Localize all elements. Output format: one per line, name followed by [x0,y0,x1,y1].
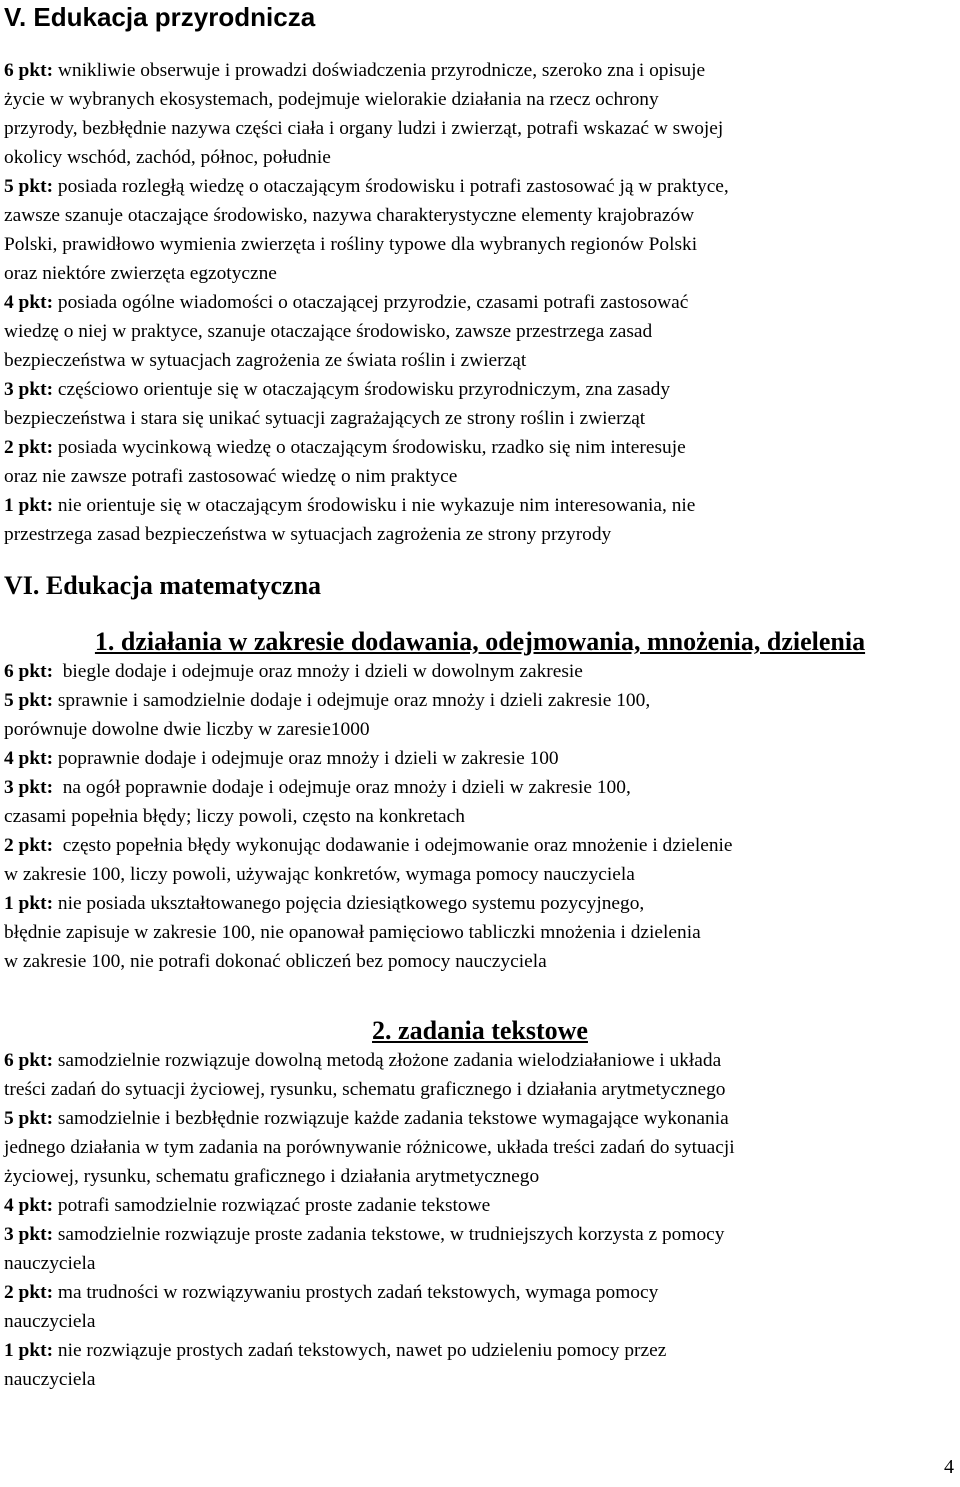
criterion-first-line [4,1104,956,1133]
criterion-text: biegle dodaje i odejmuje oraz mnoży i dzieli w dowolnym zakresie [53,661,583,682]
criterion-text: poprawnie dodaje i odejmuje oraz mnoży i dzieli w zakresie 100 [53,748,559,769]
criterion-text: Polski, prawidłowo wymienia zwierzęta i rośliny typowe dla wybranych regionów Polski [4,234,698,255]
criterion-text: przyrody, bezbłędnie nazywa części ciała i organy ludzi i zwierząt, potrafi wskazać w swojej [4,118,724,139]
criterion-line [4,404,956,433]
criterion-line [4,918,956,947]
points-label: 5 pkt: [4,1108,54,1129]
criterion-text: bezpieczeństwa w sytuacjach zagrożenia ze świata roślin i zwierząt [4,350,527,371]
criteria-list-arithmetic [4,657,956,976]
criterion-line [4,85,956,114]
criterion-line [4,1365,956,1394]
criterion-line [4,1307,956,1336]
criterion-first-line [4,1046,956,1075]
criterion-text: w zakresie 100, nie potrafi dokonać obliczeń bez pomocy nauczyciela [4,951,547,972]
criterion-text: posiada ogólne wiadomości o otaczającej przyrodzie, czasami potrafi zastosować [53,292,689,313]
spacer [4,601,956,627]
criterion-text: samodzielnie i bezbłędnie rozwiązuje każde zadania tekstowe wymagające wykonania [53,1108,729,1129]
criteria-list-word-problems [4,1046,956,1394]
criterion-first-line [4,56,956,85]
page-number: 4 [944,1456,954,1478]
points-label: 6 pkt: [4,60,54,81]
criterion-text: oraz nie zawsze potrafi zastosować wiedzę o nim praktyce [4,466,458,487]
criteria-list-nature [4,56,956,549]
criterion-first-line [4,744,956,773]
criterion-text: posiada wycinkową wiedzę o otaczającym środowisku, rzadko się nim interesuje [53,437,686,458]
criterion-line [4,1162,956,1191]
criterion-first-line [4,491,956,520]
points-label: 4 pkt: [4,1195,54,1216]
criterion-text: nauczyciela [4,1311,96,1332]
points-label: 5 pkt: [4,176,54,197]
criterion-line [4,520,956,549]
criterion-text: jednego działania w tym zadania na porównywanie różnicowe, układa treści zadań do sytuacji [4,1137,735,1158]
criterion-text: nauczyciela [4,1369,96,1390]
criterion-line [4,317,956,346]
criterion-text: zawsze szanuje otaczające środowisko, nazywa charakterystyczne elementy krajobrazów [4,205,695,226]
criterion-line [4,1133,956,1162]
points-label: 2 pkt: [4,437,54,458]
criterion-text: samodzielnie rozwiązuje proste zadania tekstowe, w trudniejszych korzysta z pomocy [53,1224,725,1245]
criterion-line [4,143,956,172]
criterion-text: oraz niektóre zwierzęta egzotyczne [4,263,277,284]
criterion-text: częściowo orientuje się w otaczającym środowisku przyrodniczym, zna zasady [53,379,671,400]
criterion-line [4,230,956,259]
criterion-line [4,114,956,143]
criterion-line [4,947,956,976]
criterion-first-line [4,889,956,918]
criterion-text: nauczyciela [4,1253,96,1274]
criterion-first-line [4,375,956,404]
criterion-text: posiada rozległą wiedzę o otaczającym środowisku i potrafi zastosować ją w praktyce, [53,176,729,197]
criterion-line [4,715,956,744]
criterion-line [4,860,956,889]
points-label: 4 pkt: [4,748,54,769]
points-label: 6 pkt: [4,661,54,682]
points-label: 4 pkt: [4,292,54,313]
section-title-nature-education: V. Edukacja przyrodnicza [4,2,316,32]
criterion-text: życie w wybranych ekosystemach, podejmuje wielorakie działania na rzecz ochrony [4,89,659,110]
points-label: 3 pkt: [4,1224,54,1245]
spacer [4,34,956,56]
criterion-text: czasami popełnia błędy; liczy powoli, często na konkretach [4,806,465,827]
criterion-text: przestrzega zasad bezpieczeństwa w sytuacjach zagrożenia ze strony przyrody [4,524,612,545]
points-label: 1 pkt: [4,893,54,914]
criterion-text: nie rozwiązuje prostych zadań tekstowych, nawet po udzieleniu pomocy przez [53,1340,667,1361]
criterion-text: często popełnia błędy wykonując dodawanie i odejmowanie oraz mnożenie i dzielenie [53,835,733,856]
criterion-text: ma trudności w rozwiązywaniu prostych zadań tekstowych, wymaga pomocy [53,1282,659,1303]
points-label: 6 pkt: [4,1050,54,1071]
subsection-title-word-problems: 2. zadania tekstowe [372,1016,588,1045]
criterion-first-line [4,831,956,860]
criterion-first-line [4,433,956,462]
spacer [4,549,956,571]
criterion-text: na ogół poprawnie dodaje i odejmuje oraz mnoży i dzieli w zakresie 100, [53,777,631,798]
section-title-math-education: VI. Edukacja matematyczna [4,571,322,600]
criterion-text: samodzielnie rozwiązuje dowolną metodą złożone zadania wielodziałaniowe i układa [53,1050,722,1071]
points-label: 1 pkt: [4,495,54,516]
criterion-text: wiedzę o niej w praktyce, szanuje otaczające środowisko, zawsze przestrzega zasad [4,321,653,342]
criterion-first-line [4,657,956,686]
criterion-text: treści zadań do sytuacji życiowej, rysunku, schematu graficznego i działania arytmetycznego [4,1079,726,1100]
criterion-first-line [4,686,956,715]
criterion-first-line [4,172,956,201]
criterion-text: nie posiada ukształtowanego pojęcia dziesiątkowego systemu pozycyjnego, [53,893,645,914]
criterion-line [4,802,956,831]
spacer [4,976,956,1016]
criterion-first-line [4,1336,956,1365]
criterion-first-line [4,288,956,317]
criterion-text: nie orientuje się w otaczającym środowisku i nie wykazuje nim interesowania, nie [53,495,696,516]
criterion-line [4,259,956,288]
criterion-line [4,346,956,375]
points-label: 2 pkt: [4,1282,54,1303]
subsection-title-arithmetic: 1. działania w zakresie dodawania, odejmowania, mnożenia, dzielenia [94,627,866,656]
criterion-text: bezpieczeństwa i stara się unikać sytuacji zagrażających ze strony roślin i zwierząt [4,408,646,429]
points-label: 2 pkt: [4,835,54,856]
points-label: 1 pkt: [4,1340,54,1361]
criterion-text: błędnie zapisuje w zakresie 100, nie opanował pamięciowo tabliczki mnożenia i dzielenia [4,922,701,943]
criterion-text: wnikliwie obserwuje i prowadzi doświadczenia przyrodnicze, szeroko zna i opisuje [53,60,706,81]
criterion-first-line [4,1220,956,1249]
criterion-text: życiowej, rysunku, schematu graficznego i działania arytmetycznego [4,1166,540,1187]
criterion-first-line [4,1278,956,1307]
criterion-first-line [4,1191,956,1220]
points-label: 5 pkt: [4,690,54,711]
criterion-line [4,201,956,230]
criterion-text: w zakresie 100, liczy powoli, używając konkretów, wymaga pomocy nauczyciela [4,864,635,885]
criterion-line [4,1075,956,1104]
criterion-text: okolicy wschód, zachód, północ, południe [4,147,331,168]
points-label: 3 pkt: [4,777,54,798]
document-page [4,0,956,1394]
criterion-text: porównuje dowolne dwie liczby w zaresie1000 [4,719,370,740]
criterion-first-line [4,773,956,802]
criterion-line [4,1249,956,1278]
criterion-text: potrafi samodzielnie rozwiązać proste zadanie tekstowe [53,1195,491,1216]
criterion-text: sprawnie i samodzielnie dodaje i odejmuje oraz mnoży i dzieli zakresie 100, [53,690,651,711]
criterion-line [4,462,956,491]
points-label: 3 pkt: [4,379,54,400]
